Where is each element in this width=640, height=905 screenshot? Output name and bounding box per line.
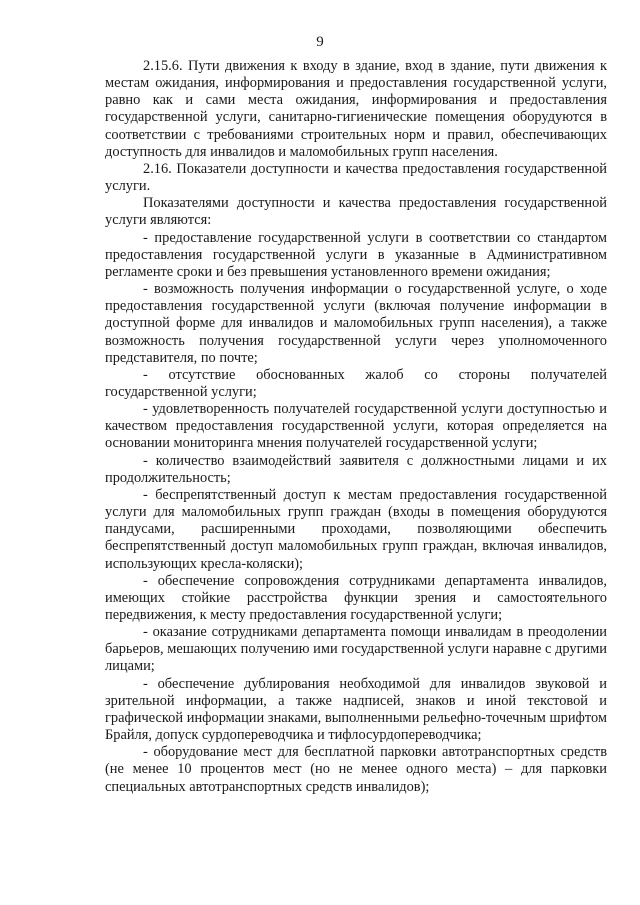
list-item: - беспрепятственный доступ к местам предоставления государственной услуги для маломобильных групп граждан (входы в помещения оборудуются пандусами, расширенными проходами, позволяющими обеспечить беспрепятственный доступ маломобильных групп граждан, включая инвалидов, использующих кресла-коляски); [105, 486, 607, 572]
list-item: - удовлетворенность получателей государственной услуги доступностью и качеством предоставления государственной услуги, которая определяется на основании мониторинга мнения получателей государственной услуги; [105, 401, 607, 452]
list-item: - обеспечение сопровождения сотрудниками департамента инвалидов, имеющих стойкие расстройства функции зрения и самостоятельного передвижения, к месту предоставления государственной услуги; [105, 572, 607, 623]
document-body [105, 58, 607, 796]
list-item: - возможность получения информации о государственной услуге, о ходе предоставления государственной услуги (включая получение информации в доступной форме для инвалидов и маломобильных групп населения), а также возможность получения государственной услуги через уполномоченного представителя, по почте; [105, 281, 607, 366]
paragraph-2-15-6: 2.15.6. Пути движения к входу в здание, вход в здание, пути движения к местам ожидания, информирования и предоставления государственной услуги, равно как и сами места ожидания, информирования и предоставления государственной услуги, санитарно-гигиенические помещения оборудуются в соответствии с требованиями строительных норм и правил, обеспечивающих доступность для инвалидов и маломобильных групп населения. [105, 58, 607, 160]
list-item: - обеспечение дублирования необходимой для инвалидов звуковой и зрительной информации, а также надписей, знаков и иной текстовой и графической информации знаками, выполненными рельефно-точечным шрифтом Брайля, допуск сурдопереводчика и тифлосурдопереводчика; [105, 675, 607, 744]
list-item: - количество взаимодействий заявителя с должностными лицами и их продолжительность; [105, 452, 607, 486]
list-item: - отсутствие обоснованных жалоб со стороны получателей государственной услуги; [105, 366, 607, 400]
paragraph-indicators-intro: Показателями доступности и качества предоставления государственной услуги являются: [105, 195, 607, 229]
list-item: - оборудование мест для бесплатной парковки автотранспортных средств (не менее 10 процентов мест (но не менее одного места) – для парковки специальных автотранспортных средств инвалидов); [105, 744, 607, 795]
paragraph-2-16-heading: 2.16. Показатели доступности и качества предоставления государственной услуги. [105, 160, 607, 195]
page-number: 9 [316, 34, 324, 50]
list-item: - предоставление государственной услуги в соответствии со стандартом предоставления государственной услуги в указанные в Административном регламенте сроки и без превышения установленного времени ожидания; [105, 229, 607, 280]
list-item: - оказание сотрудниками департамента помощи инвалидам в преодолении барьеров, мешающих получению ими государственной услуги наравне с другими лицами; [105, 624, 607, 675]
